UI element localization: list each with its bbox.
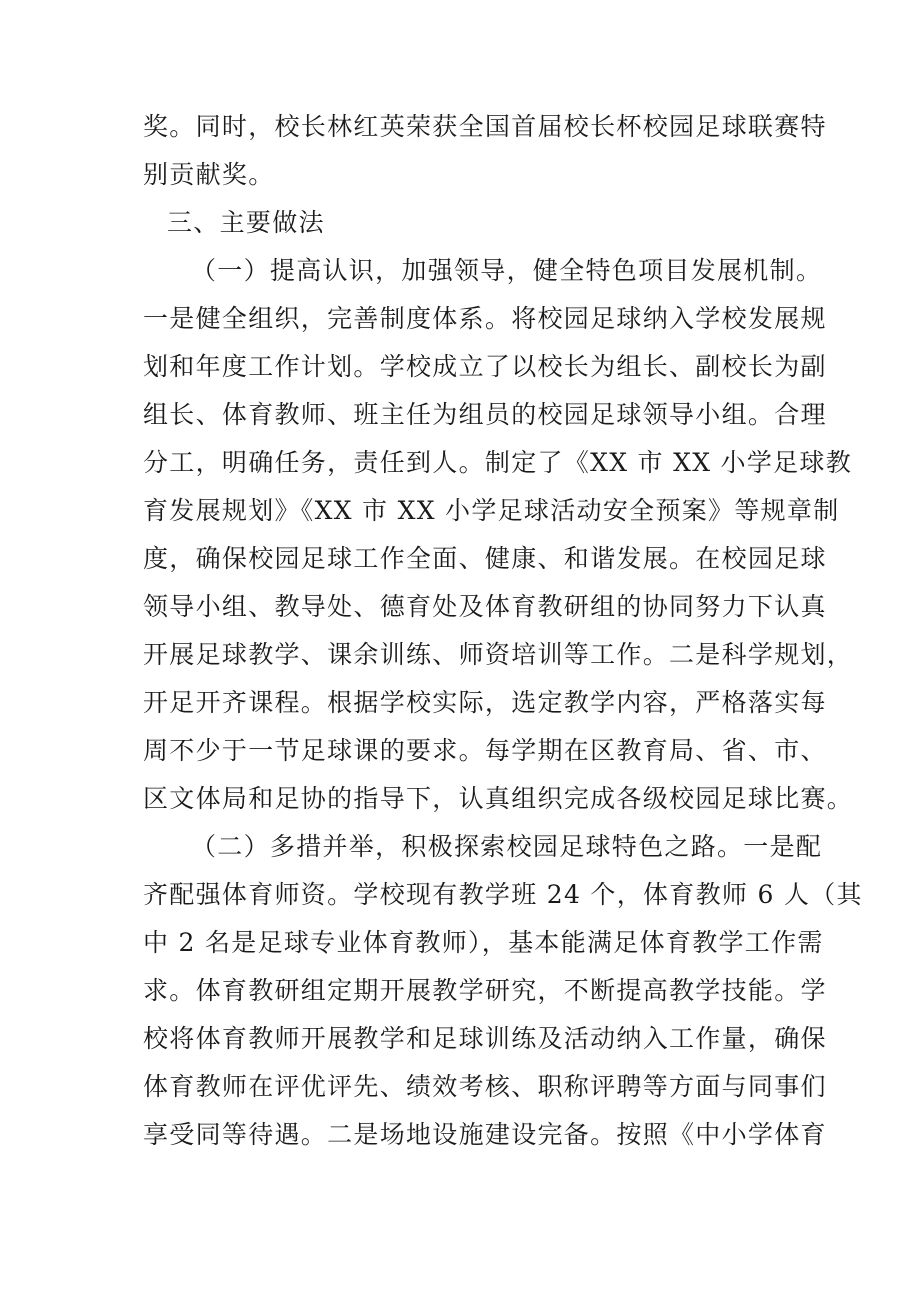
text-line: 组长、体育教师、班主任为组员的校园足球领导小组。合理 bbox=[143, 400, 827, 429]
subsection-heading: （二）多措并举，积极探索校园足球特色之路。一是配 bbox=[191, 832, 823, 861]
text-line: 育发展规划》《XX 市 XX 小学足球活动安全预案》等规章制 bbox=[143, 496, 840, 525]
text-line: 开展足球教学、课余训练、师资培训等工作。二是科学规划， bbox=[143, 640, 854, 669]
text-line: 校将体育教师开展教学和足球训练及活动纳入工作量，确保 bbox=[143, 1024, 827, 1053]
text-line: 开足开齐课程。根据学校实际，选定教学内容，严格落实每 bbox=[143, 688, 827, 717]
text-line: 划和年度工作计划。学校成立了以校长为组长、副校长为副 bbox=[143, 352, 827, 381]
text-line: 周不少于一节足球课的要求。每学期在区教育局、省、市、 bbox=[143, 736, 827, 765]
text-line: 区文体局和足协的指导下，认真组织完成各级校园足球比赛。 bbox=[143, 784, 854, 813]
text-line: 奖。同时，校长林红英荣获全国首届校长杯校园足球联赛特 bbox=[143, 112, 827, 141]
subsection-heading: （一）提高认识，加强领导，健全特色项目发展机制。 bbox=[191, 256, 823, 285]
text-line: 求。体育教研组定期开展教学研究，不断提高教学技能。学 bbox=[143, 976, 827, 1005]
text-line: 领导小组、教导处、德育处及体育教研组的协同努力下认真 bbox=[143, 592, 827, 621]
text-line: 一是健全组织，完善制度体系。将校园足球纳入学校发展规 bbox=[143, 304, 827, 333]
text-line: 分工，明确任务，责任到人。制定了《XX 市 XX 小学足球教 bbox=[143, 448, 853, 477]
text-line: 度，确保校园足球工作全面、健康、和谐发展。在校园足球 bbox=[143, 544, 827, 573]
text-line: 享受同等待遇。二是场地设施建设完备。按照《中小学体育 bbox=[143, 1120, 827, 1149]
section-heading: 三、主要做法 bbox=[167, 208, 325, 237]
text-line: 别贡献奖。 bbox=[143, 160, 275, 189]
document-body bbox=[143, 103, 863, 1159]
text-line: 体育教师在评优评先、绩效考核、职称评聘等方面与同事们 bbox=[143, 1072, 827, 1101]
text-line: 齐配强体育师资。学校现有教学班 24 个，体育教师 6 人（其 bbox=[143, 880, 863, 909]
text-line: 中 2 名是足球专业体育教师），基本能满足体育教学工作需 bbox=[143, 928, 824, 957]
